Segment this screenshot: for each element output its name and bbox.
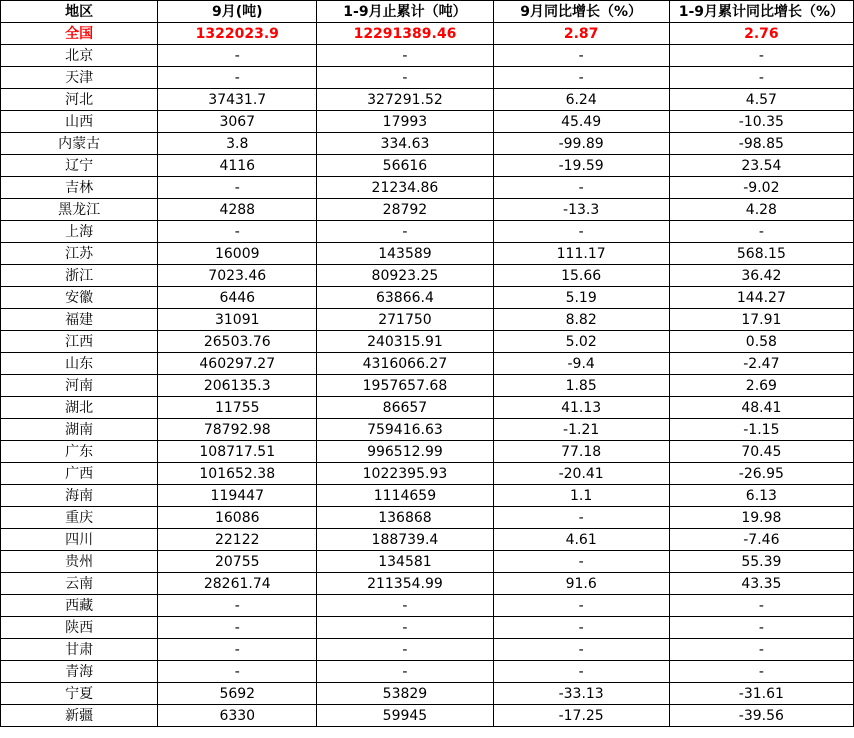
- cumulative-cell: -: [317, 45, 493, 67]
- cumulative-cell: 28792: [317, 199, 493, 221]
- region-cell: 天津: [1, 67, 158, 89]
- table-row: [1, 199, 854, 221]
- september-growth-cell: -: [493, 221, 669, 243]
- region-cell: 重庆: [1, 507, 158, 529]
- national-total-row: [1, 23, 854, 45]
- september-cell: 28261.74: [158, 573, 317, 595]
- september-cell: 26503.76: [158, 331, 317, 353]
- september-cell: 3.8: [158, 133, 317, 155]
- cumulative-cell: 1114659: [317, 485, 493, 507]
- header-september: 9月(吨): [158, 1, 317, 23]
- region-cell: 新疆: [1, 705, 158, 727]
- region-cell: 山西: [1, 111, 158, 133]
- cumulative-cell: 80923.25: [317, 265, 493, 287]
- table-row: [1, 309, 854, 331]
- cumulative-growth-cell: -98.85: [669, 133, 853, 155]
- table-row: [1, 485, 854, 507]
- september-cell: 16009: [158, 243, 317, 265]
- cumulative-growth-cell: 4.57: [669, 89, 853, 111]
- september-growth-cell: -: [493, 595, 669, 617]
- table-row: [1, 441, 854, 463]
- september-growth-cell: 41.13: [493, 397, 669, 419]
- cumulative-cell: -: [317, 661, 493, 683]
- cumulative-growth-cell: -2.47: [669, 353, 853, 375]
- cumulative-growth-cell: 568.15: [669, 243, 853, 265]
- region-cell: 河北: [1, 89, 158, 111]
- september-cell: -: [158, 595, 317, 617]
- cumulative-growth-cell: -: [669, 45, 853, 67]
- table-row: [1, 353, 854, 375]
- september-cell: 78792.98: [158, 419, 317, 441]
- table-row: [1, 529, 854, 551]
- september-cell: 3067: [158, 111, 317, 133]
- header-cumulative-growth: 1-9月累计同比增长（%）: [669, 1, 853, 23]
- cumulative-cell: 1957657.68: [317, 375, 493, 397]
- september-cell: 101652.38: [158, 463, 317, 485]
- region-cell: 北京: [1, 45, 158, 67]
- september-growth-cell: -99.89: [493, 133, 669, 155]
- table-row: [1, 177, 854, 199]
- september-cell: -: [158, 177, 317, 199]
- september-cell: 31091: [158, 309, 317, 331]
- region-cell: 黑龙江: [1, 199, 158, 221]
- table-row: [1, 67, 854, 89]
- cumulative-cell: 188739.4: [317, 529, 493, 551]
- september-cell: 5692: [158, 683, 317, 705]
- september-cell: 119447: [158, 485, 317, 507]
- cumulative-cell: 4316066.27: [317, 353, 493, 375]
- region-cell: 山东: [1, 353, 158, 375]
- cumulative-cell: -: [317, 67, 493, 89]
- table-row: [1, 133, 854, 155]
- cumulative-cell: 136868: [317, 507, 493, 529]
- region-cell: 江苏: [1, 243, 158, 265]
- region-cell: 上海: [1, 221, 158, 243]
- table-row: [1, 661, 854, 683]
- september-growth-cell: -1.21: [493, 419, 669, 441]
- cumulative-cell: 59945: [317, 705, 493, 727]
- cumulative-cell: 86657: [317, 397, 493, 419]
- cumulative-growth-cell: 36.42: [669, 265, 853, 287]
- cumulative-cell: 1022395.93: [317, 463, 493, 485]
- cumulative-growth-cell: -: [669, 221, 853, 243]
- region-cell: 陕西: [1, 617, 158, 639]
- table-row: [1, 683, 854, 705]
- cumulative-cell: 271750: [317, 309, 493, 331]
- table-row: [1, 221, 854, 243]
- cumulative-cell: -: [317, 639, 493, 661]
- september-growth-cell: 1.85: [493, 375, 669, 397]
- header-region: 地区: [1, 1, 158, 23]
- september-cell: 6446: [158, 287, 317, 309]
- region-cell: 四川: [1, 529, 158, 551]
- cumulative-growth-cell: -: [669, 617, 853, 639]
- september-cell: 7023.46: [158, 265, 317, 287]
- region-cell: 贵州: [1, 551, 158, 573]
- region-cell: 云南: [1, 573, 158, 595]
- national-september: 1322023.9: [158, 23, 317, 45]
- september-growth-cell: -17.25: [493, 705, 669, 727]
- cumulative-growth-cell: -: [669, 67, 853, 89]
- national-cumulative-growth: 2.76: [669, 23, 853, 45]
- cumulative-cell: 21234.86: [317, 177, 493, 199]
- september-growth-cell: 5.19: [493, 287, 669, 309]
- september-cell: 16086: [158, 507, 317, 529]
- table-row: [1, 551, 854, 573]
- september-growth-cell: 91.6: [493, 573, 669, 595]
- cumulative-growth-cell: -31.61: [669, 683, 853, 705]
- region-cell: 海南: [1, 485, 158, 507]
- table-row: [1, 507, 854, 529]
- september-growth-cell: 5.02: [493, 331, 669, 353]
- september-growth-cell: -9.4: [493, 353, 669, 375]
- table-row: [1, 397, 854, 419]
- table-row: [1, 419, 854, 441]
- cumulative-growth-cell: 0.58: [669, 331, 853, 353]
- cumulative-growth-cell: -9.02: [669, 177, 853, 199]
- region-cell: 湖北: [1, 397, 158, 419]
- cumulative-growth-cell: 70.45: [669, 441, 853, 463]
- september-cell: 37431.7: [158, 89, 317, 111]
- september-growth-cell: -20.41: [493, 463, 669, 485]
- cumulative-cell: 211354.99: [317, 573, 493, 595]
- header-cumulative: 1-9月止累计（吨）: [317, 1, 493, 23]
- september-growth-cell: -13.3: [493, 199, 669, 221]
- region-cell: 江西: [1, 331, 158, 353]
- table-row: [1, 375, 854, 397]
- september-cell: -: [158, 67, 317, 89]
- cumulative-growth-cell: -10.35: [669, 111, 853, 133]
- cumulative-growth-cell: 144.27: [669, 287, 853, 309]
- table-row: [1, 111, 854, 133]
- cumulative-cell: 17993: [317, 111, 493, 133]
- cumulative-cell: 56616: [317, 155, 493, 177]
- cumulative-growth-cell: 48.41: [669, 397, 853, 419]
- september-growth-cell: -: [493, 639, 669, 661]
- september-growth-cell: -: [493, 67, 669, 89]
- september-cell: 4116: [158, 155, 317, 177]
- cumulative-growth-cell: 6.13: [669, 485, 853, 507]
- cumulative-growth-cell: 55.39: [669, 551, 853, 573]
- region-cell: 西藏: [1, 595, 158, 617]
- cumulative-growth-cell: -: [669, 639, 853, 661]
- table-row: [1, 639, 854, 661]
- september-growth-cell: 15.66: [493, 265, 669, 287]
- september-cell: 4288: [158, 199, 317, 221]
- header-row: [1, 1, 854, 23]
- september-growth-cell: -33.13: [493, 683, 669, 705]
- table-row: [1, 243, 854, 265]
- cumulative-cell: 334.63: [317, 133, 493, 155]
- table-row: [1, 155, 854, 177]
- september-growth-cell: 45.49: [493, 111, 669, 133]
- table-row: [1, 705, 854, 727]
- cumulative-growth-cell: -: [669, 595, 853, 617]
- region-cell: 甘肃: [1, 639, 158, 661]
- cumulative-growth-cell: -26.95: [669, 463, 853, 485]
- september-cell: -: [158, 617, 317, 639]
- cumulative-cell: 63866.4: [317, 287, 493, 309]
- cumulative-cell: 134581: [317, 551, 493, 573]
- national-september-growth: 2.87: [493, 23, 669, 45]
- cumulative-cell: -: [317, 221, 493, 243]
- table-row: [1, 595, 854, 617]
- september-cell: -: [158, 45, 317, 67]
- cumulative-growth-cell: 43.35: [669, 573, 853, 595]
- table-row: [1, 45, 854, 67]
- cumulative-growth-cell: -39.56: [669, 705, 853, 727]
- cumulative-cell: 143589: [317, 243, 493, 265]
- september-cell: 22122: [158, 529, 317, 551]
- cumulative-cell: 53829: [317, 683, 493, 705]
- september-cell: 460297.27: [158, 353, 317, 375]
- region-cell: 广东: [1, 441, 158, 463]
- september-growth-cell: -19.59: [493, 155, 669, 177]
- september-growth-cell: -: [493, 177, 669, 199]
- september-growth-cell: -: [493, 45, 669, 67]
- cumulative-growth-cell: 17.91: [669, 309, 853, 331]
- september-growth-cell: 4.61: [493, 529, 669, 551]
- region-cell: 安徽: [1, 287, 158, 309]
- cumulative-growth-cell: -7.46: [669, 529, 853, 551]
- region-cell: 吉林: [1, 177, 158, 199]
- table-row: [1, 89, 854, 111]
- september-growth-cell: -: [493, 661, 669, 683]
- september-growth-cell: 6.24: [493, 89, 669, 111]
- cumulative-growth-cell: 23.54: [669, 155, 853, 177]
- region-cell: 青海: [1, 661, 158, 683]
- region-cell: 浙江: [1, 265, 158, 287]
- cumulative-cell: 240315.91: [317, 331, 493, 353]
- september-growth-cell: 111.17: [493, 243, 669, 265]
- september-cell: 11755: [158, 397, 317, 419]
- cumulative-growth-cell: -1.15: [669, 419, 853, 441]
- region-cell: 河南: [1, 375, 158, 397]
- september-cell: 206135.3: [158, 375, 317, 397]
- september-cell: -: [158, 639, 317, 661]
- september-cell: 6330: [158, 705, 317, 727]
- header-september-growth: 9月同比增长（%）: [493, 1, 669, 23]
- cumulative-cell: -: [317, 617, 493, 639]
- table-row: [1, 617, 854, 639]
- table-row: [1, 573, 854, 595]
- table-row: [1, 287, 854, 309]
- september-growth-cell: -: [493, 617, 669, 639]
- september-growth-cell: -: [493, 551, 669, 573]
- cumulative-cell: 327291.52: [317, 89, 493, 111]
- region-cell: 宁夏: [1, 683, 158, 705]
- september-growth-cell: 8.82: [493, 309, 669, 331]
- cumulative-growth-cell: 4.28: [669, 199, 853, 221]
- cumulative-cell: -: [317, 595, 493, 617]
- september-cell: 108717.51: [158, 441, 317, 463]
- region-cell: 辽宁: [1, 155, 158, 177]
- cumulative-cell: 759416.63: [317, 419, 493, 441]
- region-cell: 湖南: [1, 419, 158, 441]
- cumulative-growth-cell: -: [669, 661, 853, 683]
- region-cell: 福建: [1, 309, 158, 331]
- september-cell: -: [158, 221, 317, 243]
- september-cell: 20755: [158, 551, 317, 573]
- september-cell: -: [158, 661, 317, 683]
- september-growth-cell: 1.1: [493, 485, 669, 507]
- september-growth-cell: 77.18: [493, 441, 669, 463]
- table-row: [1, 265, 854, 287]
- cumulative-growth-cell: 19.98: [669, 507, 853, 529]
- national-cumulative: 12291389.46: [317, 23, 493, 45]
- region-cell: 内蒙古: [1, 133, 158, 155]
- national-region: 全国: [1, 23, 158, 45]
- table-row: [1, 463, 854, 485]
- table-row: [1, 331, 854, 353]
- cumulative-growth-cell: 2.69: [669, 375, 853, 397]
- region-cell: 广西: [1, 463, 158, 485]
- september-growth-cell: -: [493, 507, 669, 529]
- cumulative-cell: 996512.99: [317, 441, 493, 463]
